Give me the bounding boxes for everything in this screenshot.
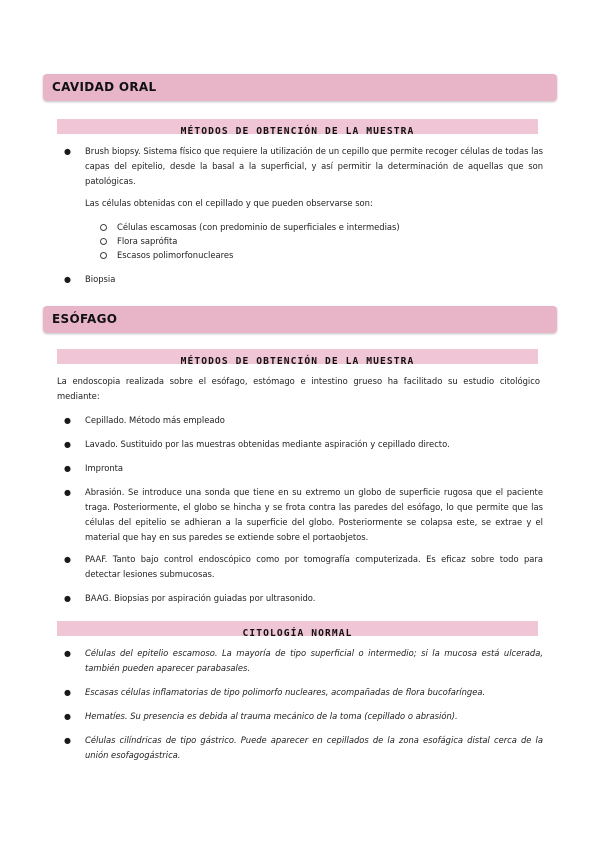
bullet-icon: ● <box>64 440 71 449</box>
list-item-brush-biopsy <box>64 144 544 189</box>
bullet-icon: ● <box>64 416 71 425</box>
bullet-icon: ● <box>64 688 71 697</box>
list-item-citologia: ● Escasas células inflamatorias de tipo polimorfo nucleares, acompañadas de flora bucofaríngea. <box>64 685 544 700</box>
subheader-title: MÉTODOS DE OBTENCIÓN DE LA MUESTRA <box>180 356 415 367</box>
list-item-abrasion: ● Abrasión. Se introduce una sonda que tiene en su extremo un globo de superficie rugosa que el paciente traga. Posteriormente, el globo se hincha y se frota contra las paredes del esófago, lo que permite que las células del epitelio se adhieran a la superficie del globo. Posteriormente se colapsa este, se extrae y el material que hay en sus paredes se extiende sobre el portaobjetos. <box>64 487 543 542</box>
list-item-biopsia: ● Biopsia <box>64 272 544 287</box>
sub-list-item: Escasos polimorfonucleares <box>100 248 500 262</box>
bullet-icon: ● <box>64 712 71 721</box>
circle-bullet-icon <box>100 238 107 245</box>
list-item-text: Brush biopsy. Sistema físico que requiere la utilización de un cepillo que permite recoger células de todas las capas del epitelio, desde la basal a la superficial, y así permitir la determinación de aquellas que son patológicas. <box>85 146 543 186</box>
list-item-lavado: ● Lavado. Sustituido por las muestras obtenidas mediante aspiración y cepillado directo. <box>64 437 544 452</box>
circle-bullet-icon <box>100 224 107 231</box>
list-item-paaf: ● PAAF. Tanto bajo control endoscópico como por tomografía computerizada. Es eficaz sobre todo para detectar lesiones submucosas. <box>64 554 543 579</box>
bullet-icon: ● <box>64 555 71 564</box>
subheader-citologia-normal <box>57 621 538 639</box>
list-item-impronta: ● Impronta <box>64 461 544 476</box>
cells-intro: Las células obtenidas con el cepillado y que pueden observarse son: <box>85 198 373 208</box>
bullet-icon: ● <box>64 464 71 473</box>
list-item-citologia: ● Hematíes. Su presencia es debida al trauma mecánico de la toma (cepillado o abrasión). <box>64 709 544 724</box>
bullet-icon: ● <box>64 275 71 284</box>
bullet-icon: ● <box>64 594 71 603</box>
bullet-icon: ● <box>64 736 71 745</box>
subheader-metodos-oral <box>57 119 538 137</box>
list-item-citologia: ● Células del epitelio escamoso. La mayoría de tipo superficial o intermedio; si la mucosa está ulcerada, también pueden aparecer parabasales. <box>64 648 543 673</box>
list-item-citologia: ● Células cilíndricas de tipo gástrico. Puede aparecer en cepillados de la zona esofágica distal cerca de la unión esofagogástrica. <box>64 735 543 760</box>
bullet-icon: ● <box>64 147 71 156</box>
sub-list-item: Células escamosas (con predominio de superficiales e intermedias) <box>100 220 500 234</box>
list-item-cepillado: ● Cepillado. Método más empleado <box>64 413 544 428</box>
section-title: ESÓFAGO <box>52 312 118 326</box>
subheader-metodos-esofago <box>57 349 538 367</box>
esofago-intro: La endoscopia realizada sobre el esófago, estómago e intestino grueso ha facilitado su estudio citológico mediante: <box>57 376 540 401</box>
list-item-baag: ● BAAG. Biopsias por aspiración guiadas por ultrasonido. <box>64 591 544 606</box>
subheader-title: MÉTODOS DE OBTENCIÓN DE LA MUESTRA <box>180 126 415 137</box>
section-title: CAVIDAD ORAL <box>52 80 157 94</box>
subheader-title: CITOLOGÍA NORMAL <box>242 628 353 639</box>
section-header-cavidad-oral <box>43 74 557 101</box>
circle-bullet-icon <box>100 252 107 259</box>
section-header-esofago <box>43 306 557 333</box>
bullet-icon: ● <box>64 488 71 497</box>
sub-list-item: Flora saprófita <box>100 234 500 248</box>
bullet-icon: ● <box>64 649 71 658</box>
